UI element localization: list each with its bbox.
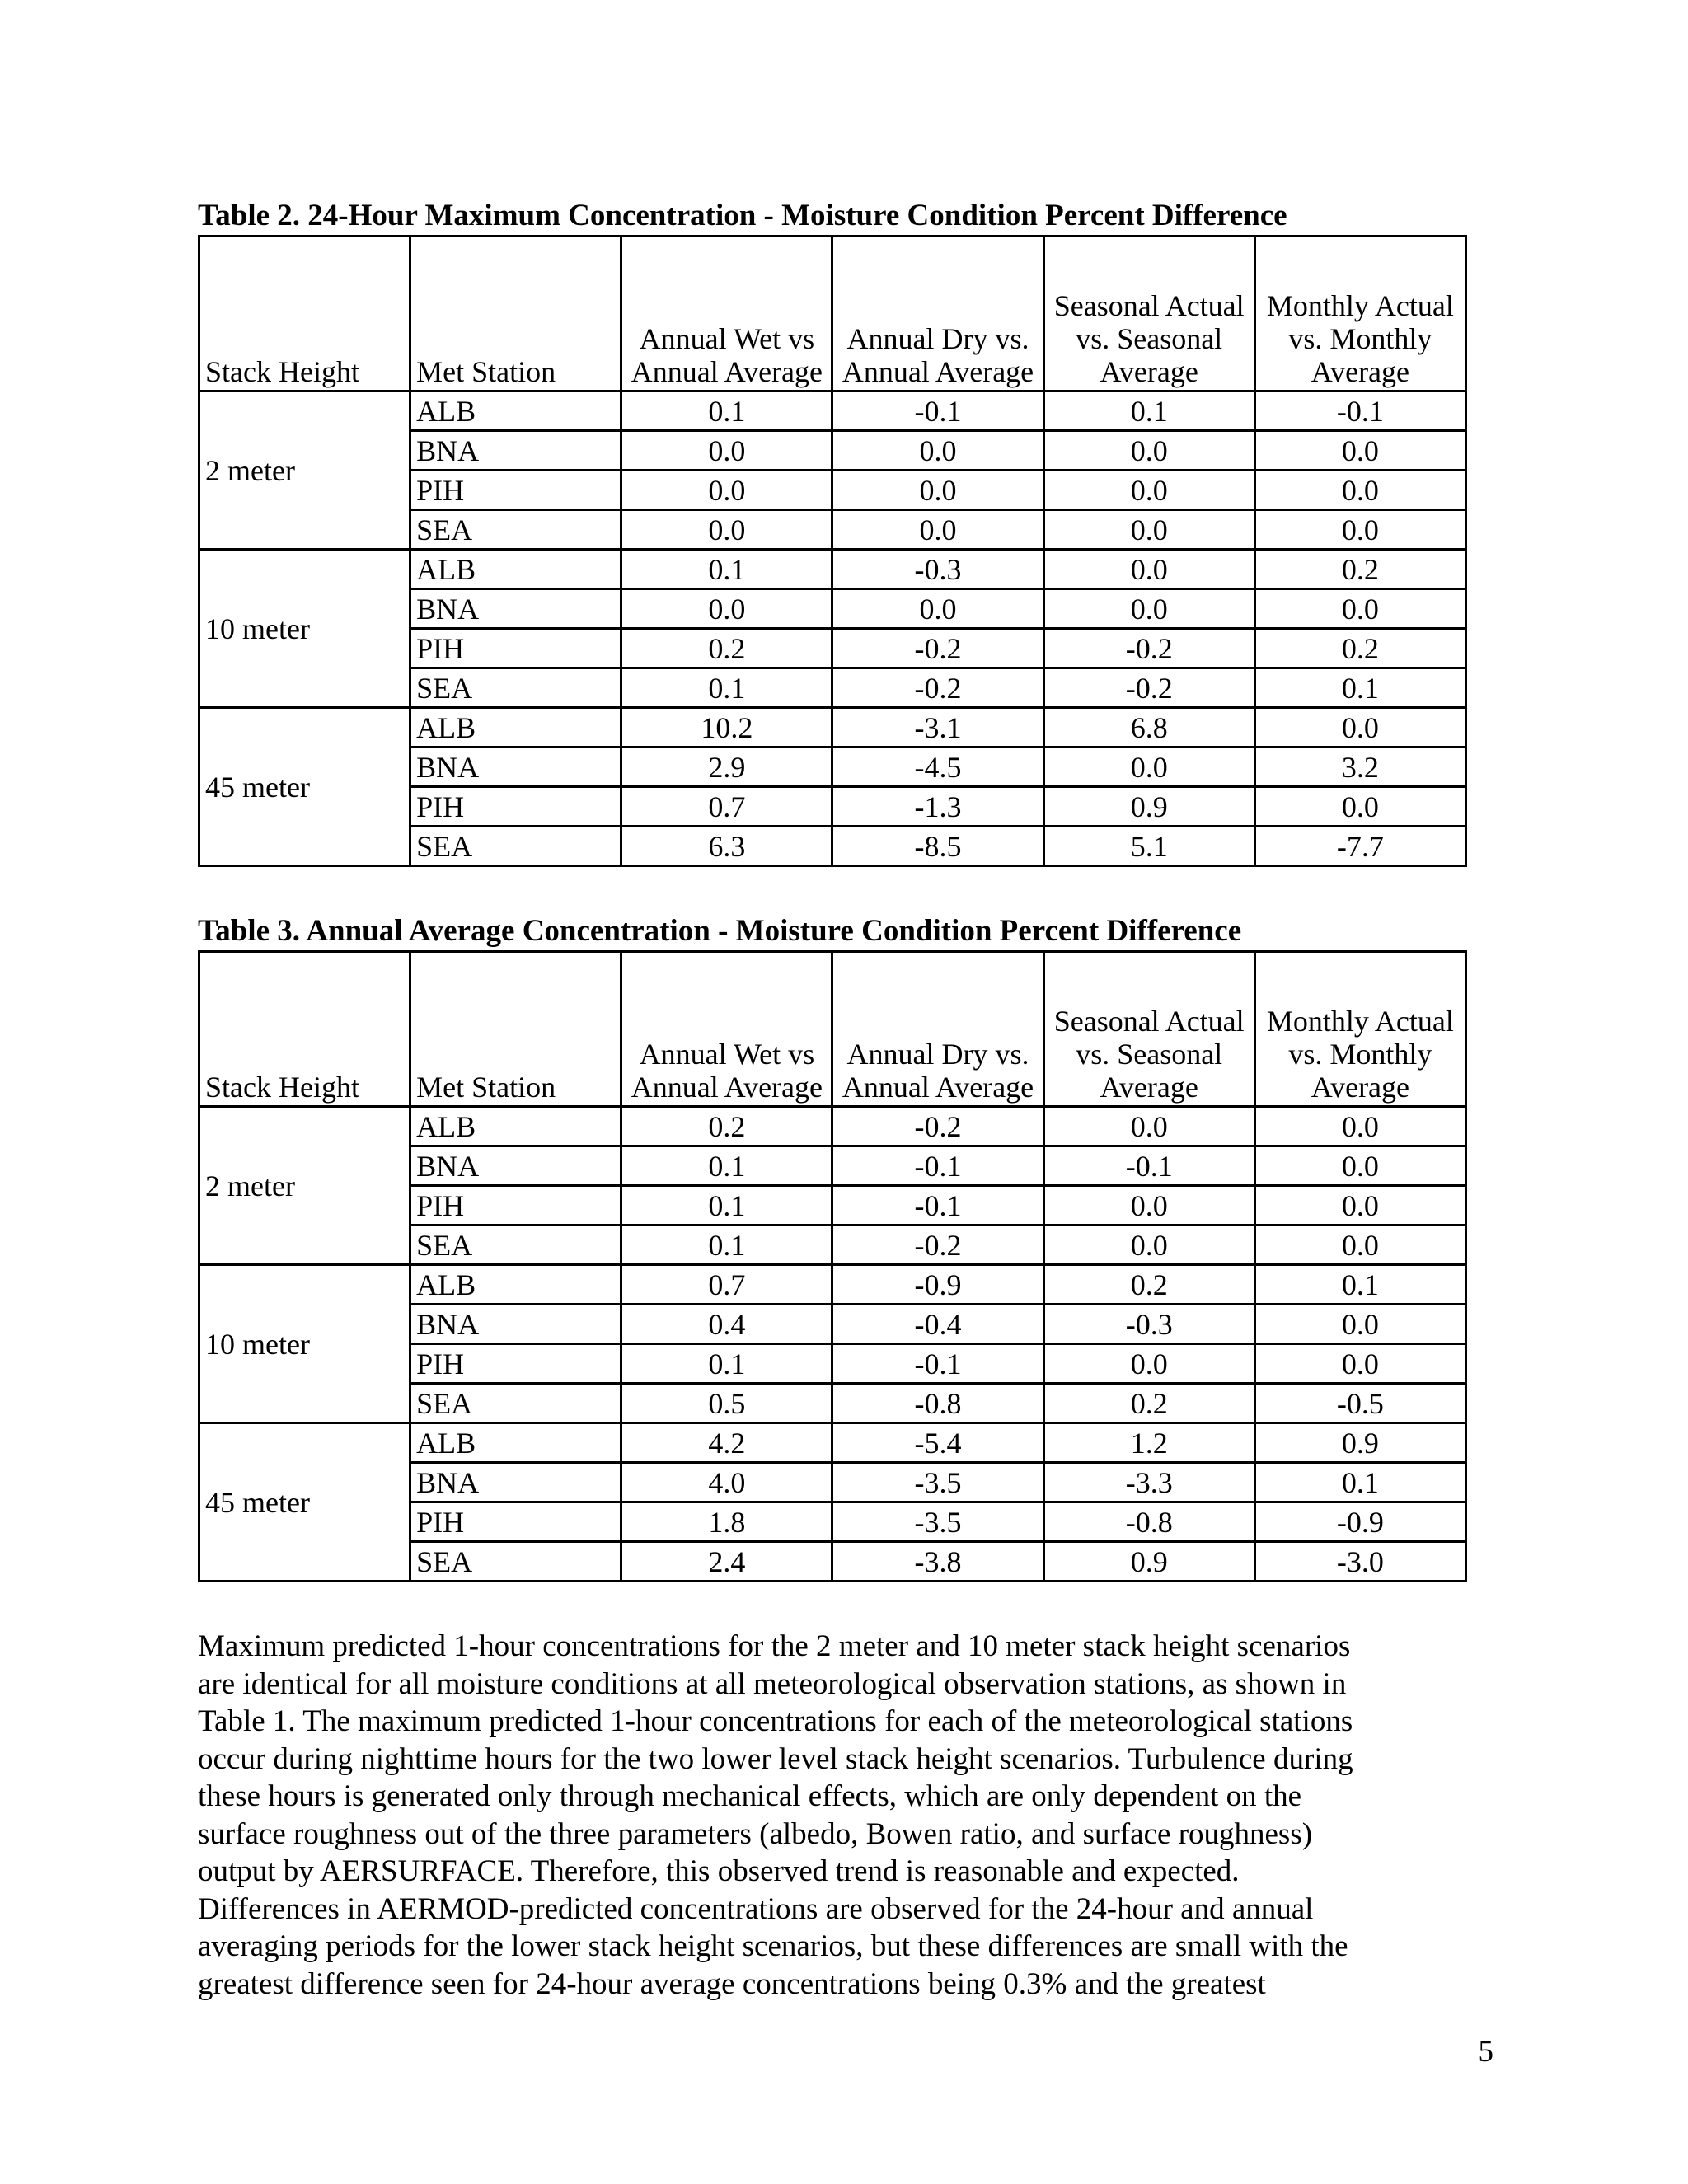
value-cell: 0.0 xyxy=(1254,1305,1465,1344)
value-cell: -3.5 xyxy=(832,1502,1043,1542)
value-cell: 0.1 xyxy=(621,668,832,708)
seasonal-actual-header xyxy=(1043,952,1254,1107)
stack-height-cell: 10 meter xyxy=(199,1265,410,1423)
body-text-line: these hours is generated only through mechanical effects, which are only dependent on the xyxy=(198,1779,1302,1813)
monthly-actual-header xyxy=(1254,237,1465,391)
value-cell: 0.1 xyxy=(1254,1265,1465,1305)
table-3 xyxy=(198,950,1467,1582)
header-line: Annual Dry vs. xyxy=(846,322,1029,355)
value-cell: 1.2 xyxy=(1043,1423,1254,1463)
header-line: Annual Average xyxy=(842,355,1034,388)
value-cell: 0.1 xyxy=(621,550,832,589)
value-cell: 0.1 xyxy=(1254,1463,1465,1502)
value-cell: 0.0 xyxy=(1254,1107,1465,1146)
value-cell: -3.5 xyxy=(832,1463,1043,1502)
value-cell: 0.0 xyxy=(832,510,1043,550)
value-cell: 0.9 xyxy=(1043,787,1254,827)
met-station-cell: BNA xyxy=(410,1305,621,1344)
value-cell: 0.0 xyxy=(832,589,1043,629)
header-line: Met Station xyxy=(416,355,556,388)
value-cell: -0.1 xyxy=(832,1186,1043,1226)
met-station-header xyxy=(410,952,621,1107)
value-cell: 0.0 xyxy=(621,589,832,629)
value-cell: 0.0 xyxy=(1043,1186,1254,1226)
value-cell: -0.5 xyxy=(1254,1384,1465,1423)
value-cell: 2.4 xyxy=(621,1542,832,1582)
header-row xyxy=(199,237,1466,391)
seasonal-actual-header xyxy=(1043,237,1254,391)
value-cell: -0.8 xyxy=(832,1384,1043,1423)
value-cell: 0.0 xyxy=(1254,1226,1465,1265)
value-cell: -3.0 xyxy=(1254,1542,1465,1582)
value-cell: 3.2 xyxy=(1254,748,1465,787)
body-text-line: occur during nighttime hours for the two lower level stack height scenarios. Turbulence during xyxy=(198,1741,1353,1776)
value-cell: 0.0 xyxy=(1043,1107,1254,1146)
value-cell: -5.4 xyxy=(832,1423,1043,1463)
table-row xyxy=(199,1265,1466,1305)
value-cell: -0.1 xyxy=(1043,1146,1254,1186)
value-cell: 10.2 xyxy=(621,708,832,748)
value-cell: 0.0 xyxy=(1254,589,1465,629)
value-cell: -0.2 xyxy=(832,1226,1043,1265)
value-cell: -0.9 xyxy=(1254,1502,1465,1542)
header-line: Monthly Actual xyxy=(1266,1005,1454,1038)
value-cell: 0.0 xyxy=(1254,1146,1465,1186)
met-station-cell: BNA xyxy=(410,1463,621,1502)
header-line: Met Station xyxy=(416,1071,556,1104)
value-cell: -3.1 xyxy=(832,708,1043,748)
value-cell: 0.0 xyxy=(1254,431,1465,471)
met-station-cell: PIH xyxy=(410,1502,621,1542)
value-cell: 0.1 xyxy=(621,391,832,431)
annual-dry-header xyxy=(832,237,1043,391)
met-station-cell: BNA xyxy=(410,748,621,787)
value-cell: 0.0 xyxy=(1043,471,1254,510)
value-cell: 0.0 xyxy=(1043,1226,1254,1265)
value-cell: 0.2 xyxy=(1043,1265,1254,1305)
met-station-cell: BNA xyxy=(410,1146,621,1186)
body-text-line: averaging periods for the lower stack height scenarios, but these differences are small with the xyxy=(198,1929,1348,1963)
annual-wet-header xyxy=(621,237,832,391)
value-cell: 0.0 xyxy=(832,471,1043,510)
value-cell: -0.3 xyxy=(1043,1305,1254,1344)
stack-height-cell: 2 meter xyxy=(199,1107,410,1265)
met-station-cell: PIH xyxy=(410,629,621,668)
met-station-cell: SEA xyxy=(410,668,621,708)
header-line: Seasonal Actual xyxy=(1053,289,1245,322)
value-cell: 5.1 xyxy=(1043,827,1254,866)
value-cell: -0.2 xyxy=(832,1107,1043,1146)
value-cell: 0.1 xyxy=(1043,391,1254,431)
value-cell: 2.9 xyxy=(621,748,832,787)
value-cell: 0.1 xyxy=(621,1186,832,1226)
value-cell: 0.0 xyxy=(1254,471,1465,510)
value-cell: -0.1 xyxy=(1254,391,1465,431)
header-line: Annual Dry vs. xyxy=(846,1038,1029,1071)
body-text-line: are identical for all moisture conditions at all meteorological observation stations, as shown in xyxy=(198,1666,1347,1701)
value-cell: -0.2 xyxy=(1043,629,1254,668)
table-row xyxy=(199,550,1466,589)
body-text-line: Table 1. The maximum predicted 1-hour concentrations for each of the meteorological stations xyxy=(198,1704,1353,1738)
value-cell: 0.0 xyxy=(1043,748,1254,787)
annual-wet-header xyxy=(621,952,832,1107)
header-line: Seasonal Actual xyxy=(1053,1005,1245,1038)
met-station-cell: PIH xyxy=(410,1344,621,1384)
value-cell: 0.0 xyxy=(1254,708,1465,748)
body-paragraph xyxy=(198,1628,1500,2003)
value-cell: 0.0 xyxy=(1043,510,1254,550)
value-cell: -0.8 xyxy=(1043,1502,1254,1542)
value-cell: -0.2 xyxy=(832,629,1043,668)
value-cell: 0.2 xyxy=(1254,550,1465,589)
value-cell: 0.1 xyxy=(621,1344,832,1384)
body-text-line: surface roughness out of the three parameters (albedo, Bowen ratio, and surface roughness) xyxy=(198,1816,1313,1851)
annual-dry-header xyxy=(832,952,1043,1107)
value-cell: -0.2 xyxy=(832,668,1043,708)
table-row xyxy=(199,1423,1466,1463)
header-line: Average xyxy=(1100,355,1198,388)
value-cell: 0.0 xyxy=(621,510,832,550)
value-cell: 0.7 xyxy=(621,787,832,827)
value-cell: 0.5 xyxy=(621,1384,832,1423)
value-cell: 0.2 xyxy=(621,1107,832,1146)
value-cell: 0.0 xyxy=(1254,1186,1465,1226)
value-cell: -0.1 xyxy=(832,1146,1043,1186)
met-station-cell: SEA xyxy=(410,1542,621,1582)
stack-height-header xyxy=(199,237,410,391)
value-cell: 0.2 xyxy=(621,629,832,668)
header-line: Stack Height xyxy=(205,355,359,388)
header-line: Monthly Actual xyxy=(1266,289,1454,322)
page-number: 5 xyxy=(1478,2035,1493,2069)
value-cell: 6.3 xyxy=(621,827,832,866)
value-cell: 0.0 xyxy=(1043,589,1254,629)
header-line: Stack Height xyxy=(205,1071,359,1104)
met-station-cell: ALB xyxy=(410,550,621,589)
header-line: Annual Average xyxy=(631,1071,823,1104)
value-cell: -0.9 xyxy=(832,1265,1043,1305)
met-station-cell: ALB xyxy=(410,1107,621,1146)
stack-height-cell: 10 meter xyxy=(199,550,410,708)
met-station-cell: PIH xyxy=(410,787,621,827)
value-cell: 0.9 xyxy=(1043,1542,1254,1582)
value-cell: 1.8 xyxy=(621,1502,832,1542)
value-cell: -0.4 xyxy=(832,1305,1043,1344)
met-station-cell: ALB xyxy=(410,1265,621,1305)
stack-height-cell: 45 meter xyxy=(199,1423,410,1582)
value-cell: -4.5 xyxy=(832,748,1043,787)
table-2 xyxy=(198,235,1467,867)
value-cell: 0.0 xyxy=(1254,510,1465,550)
header-line: Annual Wet vs xyxy=(639,1038,815,1071)
stack-height-cell: 45 meter xyxy=(199,708,410,866)
value-cell: 0.0 xyxy=(1043,431,1254,471)
value-cell: 0.7 xyxy=(621,1265,832,1305)
header-line: vs. Monthly xyxy=(1288,322,1432,355)
header-line: Average xyxy=(1100,1071,1198,1104)
header-line: Average xyxy=(1311,1071,1410,1104)
body-text-line: Maximum predicted 1-hour concentrations for the 2 meter and 10 meter stack height scenarios xyxy=(198,1629,1351,1663)
value-cell: 6.8 xyxy=(1043,708,1254,748)
header-row xyxy=(199,952,1466,1107)
stack-height-cell: 2 meter xyxy=(199,391,410,550)
value-cell: 4.2 xyxy=(621,1423,832,1463)
met-station-cell: SEA xyxy=(410,1226,621,1265)
monthly-actual-header xyxy=(1254,952,1465,1107)
value-cell: -0.3 xyxy=(832,550,1043,589)
header-line: Annual Wet vs xyxy=(639,322,815,355)
body-text-line: greatest difference seen for 24-hour average concentrations being 0.3% and the greatest xyxy=(198,1966,1266,2001)
value-cell: 0.2 xyxy=(1254,629,1465,668)
value-cell: -1.3 xyxy=(832,787,1043,827)
value-cell: 0.0 xyxy=(1043,550,1254,589)
met-station-cell: SEA xyxy=(410,510,621,550)
value-cell: 0.0 xyxy=(621,431,832,471)
met-station-cell: ALB xyxy=(410,1423,621,1463)
table-2-caption: Table 2. 24-Hour Maximum Concentration - Moisture Condition Percent Difference xyxy=(198,199,1287,232)
header-line: Annual Average xyxy=(631,355,823,388)
value-cell: 0.0 xyxy=(621,471,832,510)
table-row xyxy=(199,391,1466,431)
met-station-cell: SEA xyxy=(410,1384,621,1423)
body-text-line: output by AERSURFACE. Therefore, this observed trend is reasonable and expected. xyxy=(198,1854,1240,1888)
met-station-cell: ALB xyxy=(410,391,621,431)
value-cell: 0.0 xyxy=(1254,787,1465,827)
header-line: vs. Monthly xyxy=(1288,1038,1432,1071)
value-cell: -0.1 xyxy=(832,1344,1043,1384)
value-cell: 0.1 xyxy=(1254,668,1465,708)
table-row xyxy=(199,708,1466,748)
met-station-cell: BNA xyxy=(410,431,621,471)
met-station-cell: BNA xyxy=(410,589,621,629)
met-station-cell: PIH xyxy=(410,1186,621,1226)
value-cell: 0.1 xyxy=(621,1226,832,1265)
header-line: Average xyxy=(1311,355,1410,388)
value-cell: -3.8 xyxy=(832,1542,1043,1582)
value-cell: 0.0 xyxy=(1043,1344,1254,1384)
table-row xyxy=(199,1107,1466,1146)
met-station-cell: SEA xyxy=(410,827,621,866)
value-cell: 0.2 xyxy=(1043,1384,1254,1423)
value-cell: -3.3 xyxy=(1043,1463,1254,1502)
value-cell: 0.9 xyxy=(1254,1423,1465,1463)
met-station-cell: PIH xyxy=(410,471,621,510)
header-line: vs. Seasonal xyxy=(1076,322,1223,355)
value-cell: -0.1 xyxy=(832,391,1043,431)
value-cell: -7.7 xyxy=(1254,827,1465,866)
header-line: Annual Average xyxy=(842,1071,1034,1104)
header-line: vs. Seasonal xyxy=(1076,1038,1223,1071)
body-text-line: Differences in AERMOD-predicted concentrations are observed for the 24-hour and annual xyxy=(198,1891,1314,1926)
met-station-cell: ALB xyxy=(410,708,621,748)
value-cell: 0.1 xyxy=(621,1146,832,1186)
value-cell: -8.5 xyxy=(832,827,1043,866)
value-cell: 0.4 xyxy=(621,1305,832,1344)
stack-height-header xyxy=(199,952,410,1107)
met-station-header xyxy=(410,237,621,391)
value-cell: -0.2 xyxy=(1043,668,1254,708)
value-cell: 0.0 xyxy=(832,431,1043,471)
value-cell: 0.0 xyxy=(1254,1344,1465,1384)
table-3-caption: Table 3. Annual Average Concentration - Moisture Condition Percent Difference xyxy=(198,914,1242,948)
value-cell: 4.0 xyxy=(621,1463,832,1502)
